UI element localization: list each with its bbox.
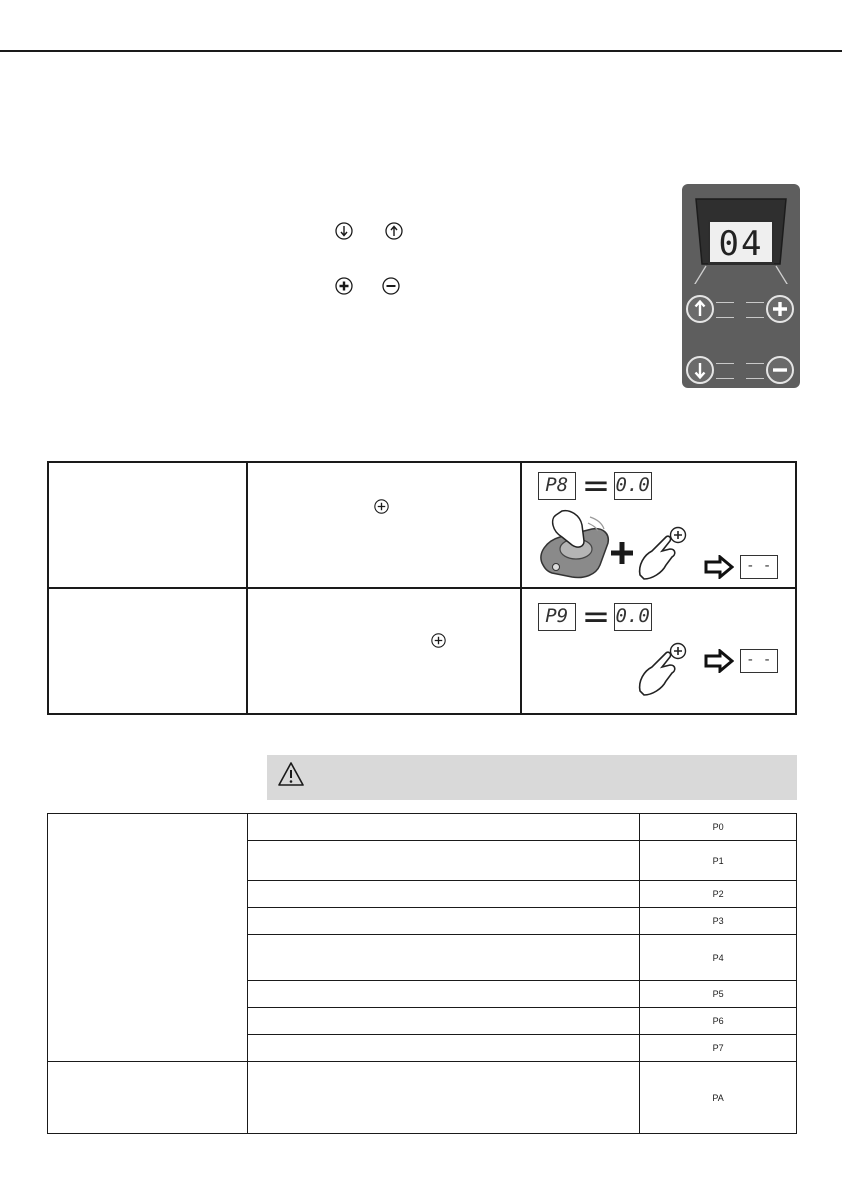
code-cell [640, 881, 797, 908]
lcd-code: P7 [712, 1043, 724, 1053]
warning-bar [267, 755, 797, 800]
lcd-code: P5 [712, 989, 724, 999]
panel-line [716, 363, 734, 364]
equals-sign: = [581, 466, 611, 506]
code-cell [640, 841, 797, 881]
arrow-right-icon [704, 555, 734, 579]
lcd-parameter: P8 [538, 472, 576, 500]
plus-button-icon [431, 633, 446, 648]
lcd-value: 0.0 [614, 603, 652, 631]
panel-down-button-icon [686, 356, 714, 384]
lcd-code: P4 [712, 952, 724, 963]
description-cell [247, 1062, 639, 1134]
warning-icon [277, 761, 305, 787]
panel-line [716, 378, 734, 379]
lcd-code: P0 [712, 822, 724, 832]
lcd-code: PA [712, 1092, 724, 1103]
lcd-code: P1 [712, 855, 724, 866]
panel-plus-button-icon [766, 295, 794, 323]
programming-table [47, 461, 797, 715]
code-cell [640, 1035, 797, 1062]
panel-line [716, 317, 734, 318]
panel-line [716, 302, 734, 303]
group-label-cell [48, 1062, 248, 1134]
description-cell [247, 814, 639, 841]
panel-display [708, 220, 774, 264]
lcd-value: 0.0 [614, 472, 652, 500]
row-illustration-cell [521, 588, 796, 714]
description-cell [247, 981, 639, 1008]
down-arrow-button-icon [335, 222, 353, 240]
code-cell [640, 935, 797, 981]
remote-control-icon [536, 505, 616, 581]
description-cell [247, 841, 639, 881]
lcd-code: P6 [712, 1016, 724, 1026]
pointing-hand-icon [636, 525, 692, 581]
parameter-table [47, 813, 797, 1134]
description-cell [247, 935, 639, 981]
row-illustration-cell [521, 462, 796, 588]
code-cell [640, 908, 797, 935]
row-instruction-cell [247, 462, 520, 588]
table-row [48, 588, 796, 714]
panel-line [746, 317, 764, 318]
panel-display-value: 04 [718, 224, 764, 264]
description-cell [247, 1035, 639, 1062]
lcd-result: - - [740, 649, 778, 673]
equals-sign: = [581, 597, 611, 637]
table-row [48, 814, 797, 841]
top-rule [0, 50, 842, 52]
code-cell [640, 1008, 797, 1035]
code-cell [640, 1062, 797, 1134]
table-row [48, 462, 796, 588]
pointing-hand-icon [636, 641, 692, 697]
lcd-result: - - [740, 555, 778, 579]
description-cell [247, 908, 639, 935]
row-label-cell [48, 588, 247, 714]
panel-line [746, 363, 764, 364]
code-cell [640, 814, 797, 841]
up-arrow-button-icon [385, 222, 403, 240]
row-instruction-cell [247, 588, 520, 714]
row-label-cell [48, 462, 247, 588]
control-panel-illustration [682, 184, 800, 388]
lcd-parameter: P9 [538, 603, 576, 631]
group-label-cell [48, 814, 248, 1062]
minus-button-icon [382, 277, 400, 295]
panel-up-button-icon [686, 295, 714, 323]
plus-button-icon [335, 277, 353, 295]
description-cell [247, 1008, 639, 1035]
code-cell [640, 981, 797, 1008]
panel-minus-button-icon [766, 356, 794, 384]
panel-line [746, 302, 764, 303]
arrow-right-icon [704, 649, 734, 673]
plus-combine-icon [610, 541, 634, 565]
lcd-code: P2 [712, 889, 724, 899]
table-row [48, 1062, 797, 1134]
lcd-code: P3 [712, 916, 724, 926]
plus-button-icon [374, 499, 389, 514]
panel-line [746, 378, 764, 379]
description-cell [247, 881, 639, 908]
